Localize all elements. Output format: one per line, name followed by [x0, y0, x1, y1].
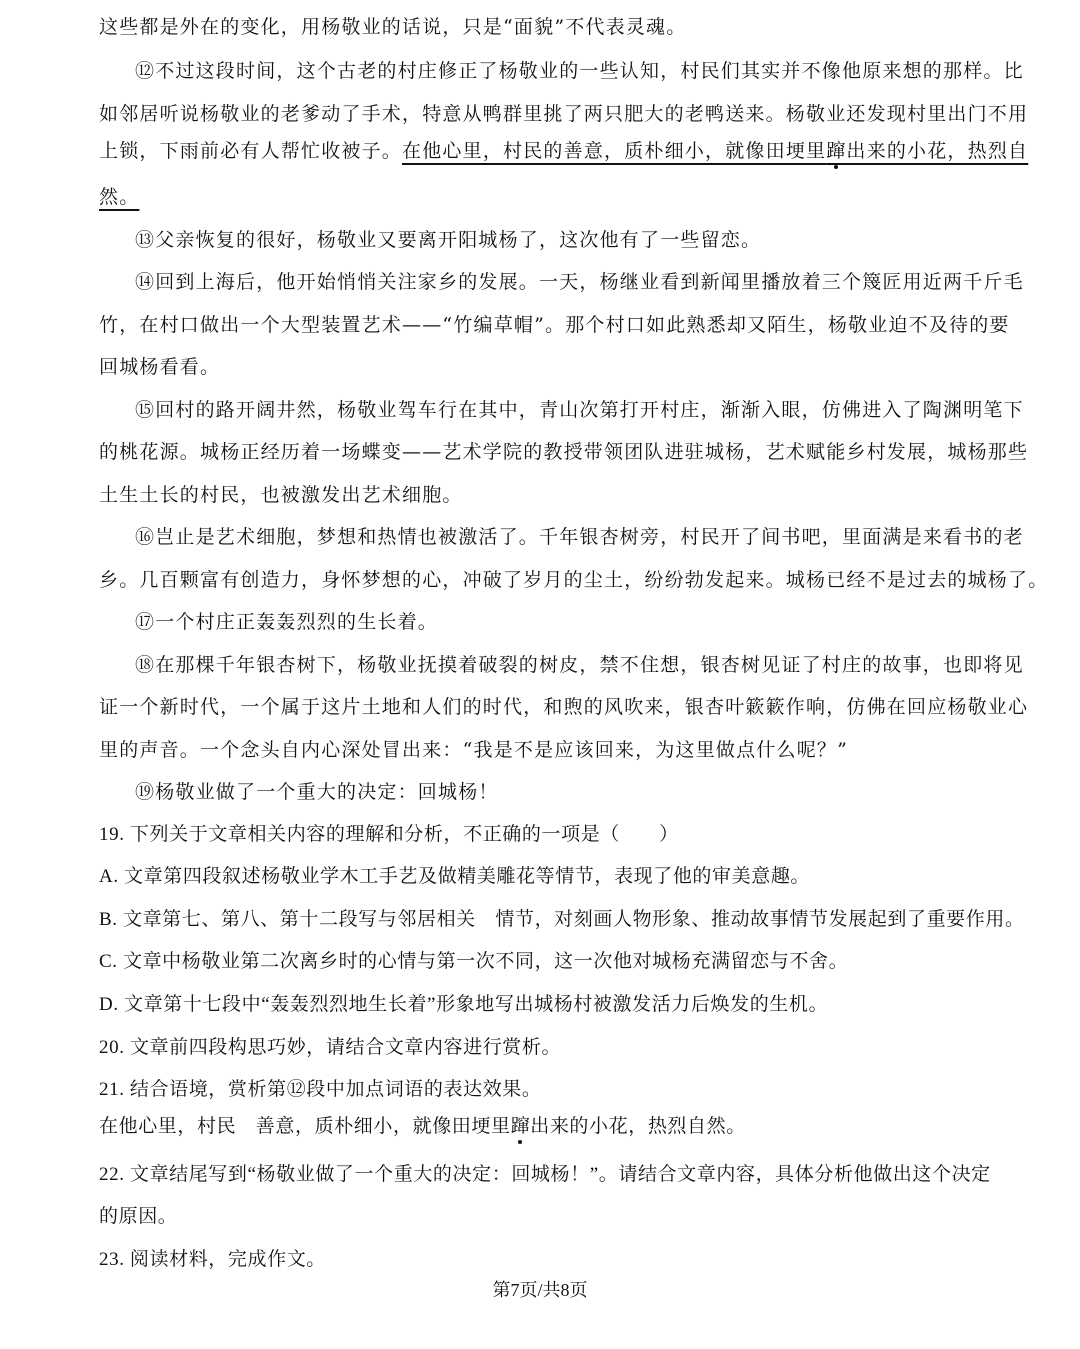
paragraph-12: ⑫不过这段时间，这个古老的村庄修正了杨敬业的一些认知，村民们其实并不像他原来想的那样。比 — [135, 60, 1024, 82]
passage-line: 乡。几百颗富有创造力，身怀梦想的心，冲破了岁月的尘土，纷纷勃发起来。城杨已经不是过去的城杨了。 — [99, 569, 1049, 591]
question-23: 23. 阅读材料，完成作文。 — [99, 1249, 326, 1270]
paragraph-18: ⑱在那棵千年银杏树下，杨敬业抚摸着破裂的树皮，禁不住想，银杏树见证了村庄的故事，也即将见 — [135, 654, 1024, 676]
option-b: B. 文章第七、第八、第十二段写与邻居相关 情节，对刻画人物形象、推动故事情节发展起到了重要作用。 — [99, 909, 1025, 930]
dotted-word: 蹿 — [510, 1116, 531, 1137]
underlined-text: 在他心里，村民的善意，质朴细小，就像田埂里 — [402, 140, 827, 162]
paragraph-19: ⑲杨敬业做了一个重大的决定：回城杨！ — [135, 781, 499, 803]
quoted-text: 在他心里，村民 善意，质朴细小，就像田埂里 — [99, 1116, 511, 1137]
question-20: 20. 文章前四段构思巧妙，请结合文章内容进行赏析。 — [99, 1037, 562, 1058]
passage-line: 证一个新时代，一个属于这片土地和人们的时代，和煦的风吹来，银杏叶簌簌作响，仿佛在回应杨敬业心 — [99, 696, 1029, 718]
quoted-sentence — [99, 1111, 1080, 1138]
paragraph-17: ⑰一个村庄正轰轰烈烈的生长着。 — [135, 611, 439, 633]
paragraph-14: ⑭回到上海后，他开始悄悄关注家乡的发展。一天，杨继业看到新闻里播放着三个篾匠用近两千斤毛 — [135, 271, 1024, 293]
option-d: D. 文章第十七段中“轰轰烈烈地生长着”形象地写出城杨村被激发活力后焕发的生机。 — [99, 994, 829, 1015]
passage-line-underlined — [99, 136, 1080, 163]
question-22: 22. 文章结尾写到“杨敬业做了一个重大的决定：回城杨！”。请结合文章内容，具体分析他做出这个决定 — [99, 1164, 991, 1185]
passage-line: 这些都是外在的变化，用杨敬业的话说，只是“面貌”不代表灵魂。 — [99, 16, 687, 38]
passage-line: 土生土长的村民，也被激发出艺术细胞。 — [99, 484, 463, 506]
underlined-text: 出来的小花，热烈自 — [846, 140, 1029, 162]
passage-line: 回城杨看看。 — [99, 356, 221, 378]
underlined-text: 然。 — [99, 186, 140, 208]
passage-line: 竹，在村口做出一个大型装置艺术——“竹编草帽”。那个村口如此熟悉却又陌生，杨敬业迫不及待的要 — [99, 314, 1010, 336]
passage-line: 如邻居听说杨敬业的老爹动了手术，特意从鸭群里挑了两只肥大的老鸭送来。杨敬业还发现村里出门不用 — [99, 103, 1029, 125]
paragraph-16: ⑯岂止是艺术细胞，梦想和热情也被激活了。千年银杏树旁，村民开了间书吧，里面满是来看书的老 — [135, 526, 1024, 548]
passage-text: 上锁，下雨前必有人帮忙收被子。 — [99, 140, 403, 162]
passage-line: 的桃花源。城杨正经历着一场蝶变——艺术学院的教授带领团队进驻城杨，艺术赋能乡村发展，城杨那些 — [99, 441, 1029, 463]
page-number: 第7页/共8页 — [492, 1280, 588, 1300]
question-21: 21. 结合语境，赏析第⑫段中加点词语的表达效果。 — [99, 1079, 542, 1100]
passage-line-underlined — [99, 182, 1080, 209]
quoted-text: 出来的小花，热烈自然。 — [530, 1116, 746, 1137]
question-22-cont: 的原因。 — [99, 1206, 178, 1227]
question-19: 19. 下列关于文章相关内容的理解和分析，不正确的一项是（ ） — [99, 824, 679, 845]
underlined-sentence — [402, 140, 1028, 162]
option-a: A. 文章第四段叙述杨敬业学木工手艺及做精美雕花等情节，表现了他的审美意趣。 — [99, 866, 811, 887]
paragraph-13: ⑬父亲恢复的很好，杨敬业又要离开阳城杨了，这次他有了一些留恋。 — [135, 229, 762, 251]
paragraph-15: ⑮回村的路开阔井然，杨敬业驾车行在其中，青山次第打开村庄，渐渐入眼，仿佛进入了陶渊明笔下 — [135, 399, 1024, 421]
option-c: C. 文章中杨敬业第二次离乡时的心情与第一次不同，这一次他对城杨充满留恋与不舍。 — [99, 951, 849, 972]
dotted-word: 蹿 — [826, 140, 847, 162]
passage-line: 里的声音。一个念头自内心深处冒出来：“我是不是应该回来，为这里做点什么呢？” — [99, 739, 849, 761]
